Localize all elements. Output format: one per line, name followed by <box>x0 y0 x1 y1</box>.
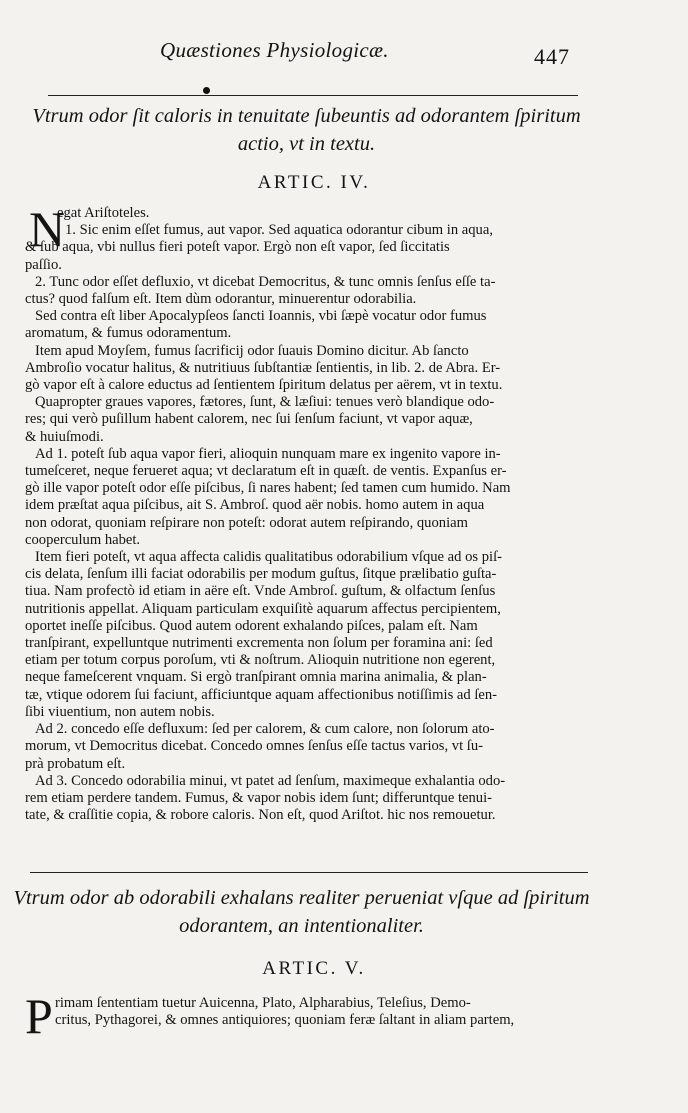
text-line: oportet ineſſe piſcibus. Quod autem odorent exhalando piſces, palam eſt. Nam <box>25 617 478 634</box>
text-line: etiam per totum corpus poroſum, vti & noſtrum. Alioquin nutritione non egerent, <box>25 652 496 669</box>
text-line: 2. Tunc odor eſſet defluxio, vt dicebat Democritus, & tunc omnis ſenſus eſſe ta- <box>35 273 496 290</box>
text-line: 1. Sic enim eſſet fumus, aut vapor. Sed aquatica odorantur cibum in aqua, <box>65 222 493 239</box>
text-line: aromatum, & fumus odoramentum. <box>25 325 232 342</box>
text-line: prà probatum eſt. <box>25 755 126 772</box>
text-line: res; qui verò puſillum habent calorem, nec ſui ſenſum faciunt, vt vapor aquæ, <box>25 411 473 428</box>
text-line: tumeſceret, neque ferueret aqua; vt declaratum eſt in quæſt. de ventis. Expanſus er- <box>25 463 507 480</box>
text-line: morum, vt Democritus dicebat. Concedo omnes ſenſus eſſe tactus varios, vt ſu- <box>25 738 483 755</box>
dropcap-row <box>25 988 575 1044</box>
article-4-body <box>25 201 575 824</box>
text-line: neque fameſcerent vnquam. Si ergò tranſpirant omnia marina animalia, & plan- <box>25 669 487 686</box>
text-line: cooperculum habet. <box>25 531 141 548</box>
text-line: idem præſtat aqua piſcibus, ait S. Ambroſ. quod aër nobis. homo autem in aqua <box>25 497 485 514</box>
text-line: Quapropter graues vapores, fætores, ſunt, & læſiui: tenues verò blandique odo- <box>35 394 495 411</box>
ink-mark <box>203 87 210 94</box>
text-line: non odorat, quoniam reſpirare non poteſt: odorat autem reſpirando, quoniam <box>25 514 468 531</box>
section-rule <box>30 872 588 873</box>
text-line: egat Ariſtoteles. <box>57 205 150 221</box>
text-line: Item apud Moyſem, fumus ſacrificij odor ſuauis Domino dicitur. Ab ſancto <box>35 342 469 359</box>
text-line: ſibi viuentium, non autem nobis. <box>25 703 215 720</box>
text-line: ctus? quod falſum eſt. Item dùm odorantur, minuerentur odorabilia. <box>25 291 417 308</box>
text-line: tranſpirant, expelluntque nutrimenti excrementa non ſolum per foramina ani: ſed <box>25 635 493 652</box>
text-line: Item fieri poteſt, vt aqua affecta calidis qualitatibus odorabilium vſque ad os piſ- <box>35 549 502 566</box>
drop-cap: N <box>29 201 66 257</box>
text-line: cis delata, ſenſum illi faciat odorabilis per modum guſtus, ſitque prælibatio guſta- <box>25 566 497 583</box>
article-5-question: Vtrum odor ab odorabili exhalans realiter perueniat vſque ad ſpiritum odorantem, an intentionaliter. <box>13 887 590 937</box>
text-line: & ſub aqua, vbi nullus fieri poteſt vapor. Ergò non eſt vapor, ſed ſiccitatis <box>25 239 450 256</box>
text-line: rem etiam perdere tandem. Fumus, & vapor nobis idem ſunt; differuntque tenui- <box>25 789 493 806</box>
text-line: Ambroſio vocatur halitus, & nutritiuus ſubſtantiæ ſentientis, in lib. 2. de Abra. Er- <box>25 359 501 376</box>
text-line: Ad 3. Concedo odorabilia minui, vt patet ad ſenſum, maximeque exhalantia odo- <box>35 772 506 789</box>
text-line: paſſio. <box>25 256 62 273</box>
text-line: gò vapor eſt à calore eductus ad ſentientem ſpiritum delatus per aërem, vt in textu. <box>25 377 503 394</box>
text-line: gò ille vapor poteſt odor eſſe piſcibus, ſi nares habent; ſed tamen cum humido. Nam <box>25 480 511 497</box>
drop-cap: P <box>25 988 53 1044</box>
running-head: Quæstiones Physiologicæ. <box>160 38 389 62</box>
text-line: Ad 2. concedo eſſe defluxum: ſed per calorem, & cum calore, non ſolorum ato- <box>35 721 495 738</box>
text-line: tæ, vtique odorem ſui faciunt, afficiuntque aquam affectionibus notiſſimis ad ſen- <box>25 686 498 703</box>
text-line: Ad 1. poteſt ſub aqua vapor fieri, alioquin nunquam mare ex ingenito vapore in- <box>35 445 501 462</box>
article-5-body <box>25 988 575 1044</box>
text-line: & huiuſmodi. <box>25 428 104 445</box>
text-line: Sed contra eſt liber Apocalypſeos ſancti Ioannis, vbi ſæpè vocatur odor fumus <box>35 308 487 325</box>
article-5-label: ARTIC. V. <box>262 958 366 979</box>
article-4-label: ARTIC. IV. <box>257 172 371 193</box>
text-line: tiua. Nam profectò id etiam in aëre eſt. Vnde Ambroſ. guſtum, & olfactum ſenſus <box>25 583 496 600</box>
text-line: nutritionis appellat. Aliquam particulam exquiſitè aquarum affectus percipientem, <box>25 600 501 617</box>
header-rule <box>48 95 578 96</box>
page-number: 447 <box>534 44 570 69</box>
text-line: tate, & craſſitie copia, & robore caloris. Non eſt, quod Ariſtot. hic nos remouetur. <box>25 807 496 824</box>
article-4-question: Vtrum odor ſit caloris in tenuitate ſubeuntis ad odorantem ſpiritum actio, vt in textu. <box>32 105 581 155</box>
text-line: rimam ſententiam tuetur Auicenna, Plato, Alpharabius, Teleſius, Demo- <box>55 995 471 1011</box>
text-line: critus, Pythagorei, & omnes antiquiores; quoniam feræ ſaltant in aliam partem, <box>55 1012 515 1029</box>
